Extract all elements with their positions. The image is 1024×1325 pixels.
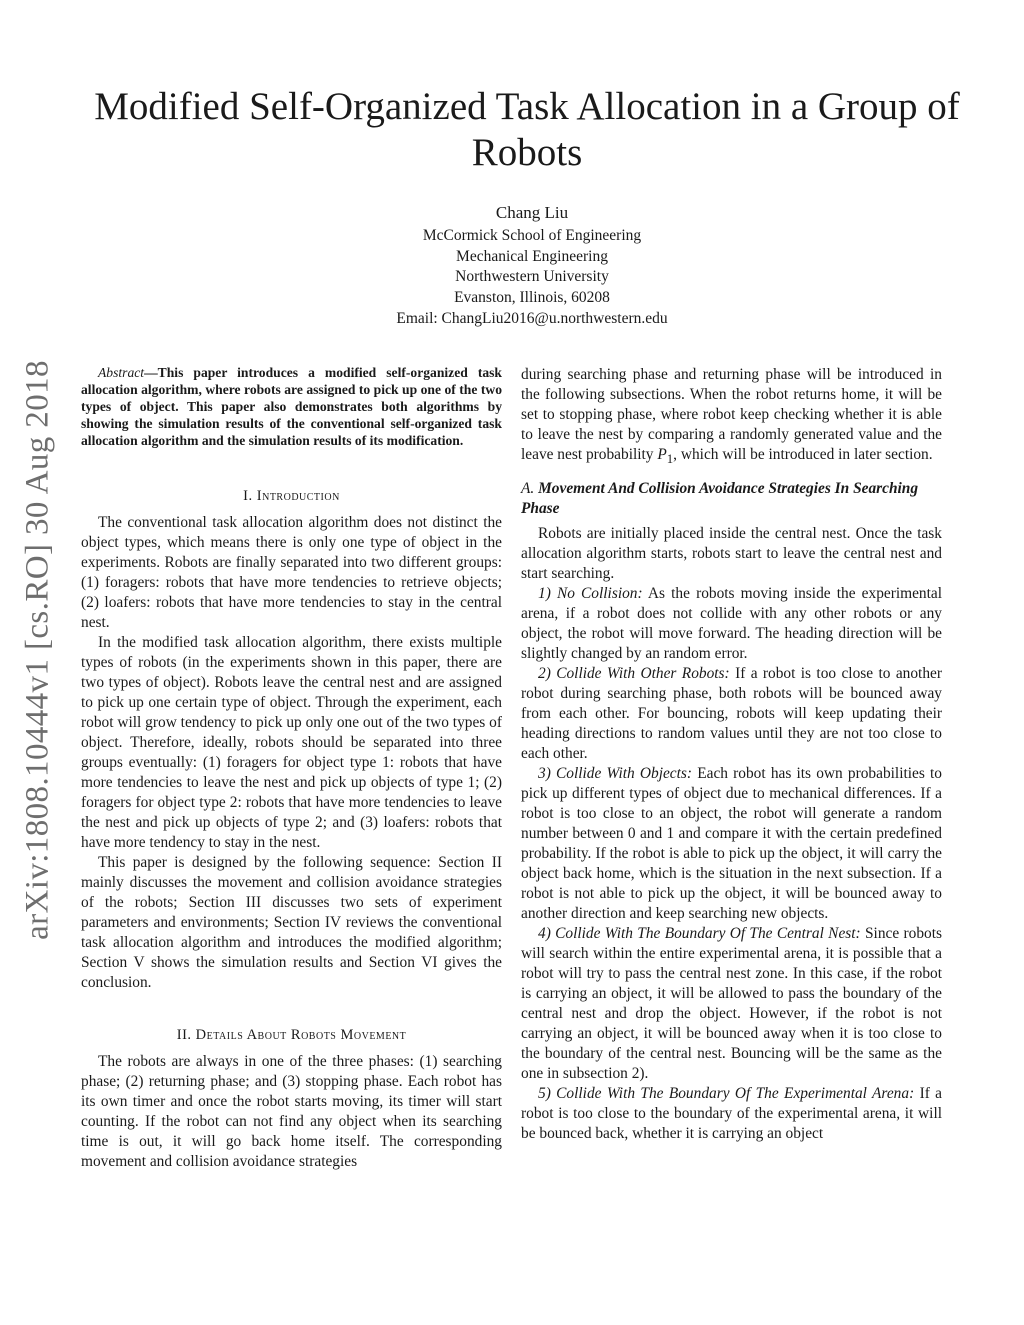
paragraph: The robots are always in one of the three phases: (1) searching phase; (2) returning phase; and (3) stopping phase. Each robot has its own timer and once the robot starts moving, its timer will start counting. If the robot can not find any object when its searching time is out, it will go back home itself. The corresponding movement and collision avoidance strategies <box>81 1052 502 1170</box>
list-item <box>521 584 942 664</box>
author-name: Chang Liu <box>495 203 569 222</box>
section-title: Details About Robots Movement <box>195 1026 407 1043</box>
item-heading: 2) Collide With Other Robots: <box>538 665 730 683</box>
paragraph: This paper is designed by the following sequence: Section II mainly discusses the movement and collision avoidance strategies of the robots; Section III discusses two sets of experiment parameters and environments; Section IV reviews the conventional task allocation algorithm and introduces the modified algorithm; Section V shows the simulation results and Section VI gives the conclusion. <box>81 853 502 991</box>
section-number: II. <box>176 1026 192 1043</box>
section-title: Introduction <box>256 487 340 504</box>
item-text: If a robot is too close to another robot during searching phase, both robots will be bounced away from each other. For bouncing, robots will keep updating their heading directions to random values until they are not too close to each other. <box>521 665 942 763</box>
paragraph-text: during searching phase and returning phase will be introduced in the following subsections. When the robot returns home, it will be set to stopping phase, where robot keep checking whether it is able to leave the nest by comparing a randomly generated value and the leave nest probability <box>521 366 942 463</box>
list-item <box>521 1084 942 1144</box>
author-email: Email: ChangLiu2016@u.northwestern.edu <box>396 309 668 327</box>
subsection-heading <box>521 479 942 519</box>
author-block <box>200 202 864 330</box>
item-text: Since robots will search within the entire experimental arena, it is possible that a robot will try to pass the central nest zone. In this case, if the robot is carrying an object, it will be allowed to pass the boundary of the central nest and drop the object. However, if the robot is not carrying an object, it will be bounced away when it is too close to the boundary of the central nest. Bouncing will be the same as the one in subsection 2). <box>521 925 942 1083</box>
list-item <box>521 764 942 924</box>
list-item <box>521 664 942 764</box>
paragraph: The conventional task allocation algorithm does not distinct the object types, which means there is only one type of object in the experiments. Robots are finally separated into two different groups: (1) foragers: robots that have more tendencies to retrieve objects; (2) loafers: robots that have more tendencies to stay in the central nest. <box>81 513 502 631</box>
paragraph: In the modified task allocation algorithm, there exists multiple types of robots (in the experiments shown in this paper, there are two types of object). Robots leave the central nest and are assigned to pick up one certain type of object. Through the experiment, each robot will grow tendency to pick up only one out of the two types of object. Therefore, ideally, robots should be separated into three groups eventually: (1) foragers for object type 1: robots that have more tendencies to leave the nest and pick up objects of type 1; (2) foragers for object type 2: robots that have more tendencies to leave the nest and pick up objects of type 2; and (3) loafers: robots that have more tendency to stay in the nest. <box>81 633 502 851</box>
affiliation-line: Mechanical Engineering <box>456 247 608 265</box>
section-heading-introduction <box>81 488 502 505</box>
abstract-dash: — <box>144 365 158 380</box>
item-heading: 3) Collide With Objects: <box>538 765 693 783</box>
affiliation-line: Northwestern University <box>455 268 609 286</box>
paper-title: Modified Self-Organized Task Allocation in a Group of Robots <box>94 85 960 174</box>
item-text: Each robot has its own probabilities to pick up different types of object due to mechanical differences. If a robot is too close to an object, the robot will generate a random number between 0 and 1 and compare it with the certain predefined probability. If the robot is able to pick up the object, it will carry the object back home, which is the situation in the next subsection. If a robot is not able to pick up the object, it will be bounced away to another direction and keep searching new objects. <box>521 765 942 923</box>
item-text: If a robot is too close to the boundary of the experimental arena, it will be bounced back, whether it is carrying an object <box>521 1085 942 1143</box>
item-heading: 5) Collide With The Boundary Of The Experimental Arena: <box>538 1085 915 1103</box>
abstract <box>81 365 502 450</box>
abstract-text: This paper introduces a modified self-organized task allocation algorithm, where robots are assigned to pick up one of the two types of object. This paper also demonstrates both algorithms by showing the simulation results of the conventional self-organized task allocation algorithm and the simulation results of its modification. <box>81 365 502 448</box>
affiliation-line: Evanston, Illinois, 60208 <box>454 289 610 307</box>
abstract-label: Abstract <box>98 365 145 380</box>
paragraph <box>521 365 942 469</box>
list-item <box>521 924 942 1084</box>
math-symbol: P <box>657 446 667 463</box>
subsection-title: Movement And Collision Avoidance Strategies In Searching Phase <box>521 480 919 518</box>
section-number: I. <box>243 487 253 504</box>
item-heading: 1) No Collision: <box>538 585 643 603</box>
paragraph: Robots are initially placed inside the central nest. Once the task allocation algorithm starts, robots start to leave the central nest and start searching. <box>521 525 942 583</box>
section-heading-details <box>81 1027 502 1044</box>
affiliation-line: McCormick School of Engineering <box>422 227 642 244</box>
item-text: As the robots moving inside the experimental arena, if a robot does not collide with any other robots or any object, the robot will move forward. The heading direction will be slightly changed by an random error. <box>521 585 943 663</box>
left-column <box>81 365 502 1172</box>
paragraph-text: , which will be introduced in later section. <box>673 446 933 463</box>
subsection-label: A. <box>521 480 535 498</box>
arxiv-identifier: arXiv:1808.10444v1 [cs.RO] 30 Aug 2018 <box>19 360 56 940</box>
item-heading: 4) Collide With The Boundary Of The Central Nest: <box>538 925 861 943</box>
math-subscript: 1 <box>666 452 674 467</box>
right-column <box>521 365 942 1144</box>
